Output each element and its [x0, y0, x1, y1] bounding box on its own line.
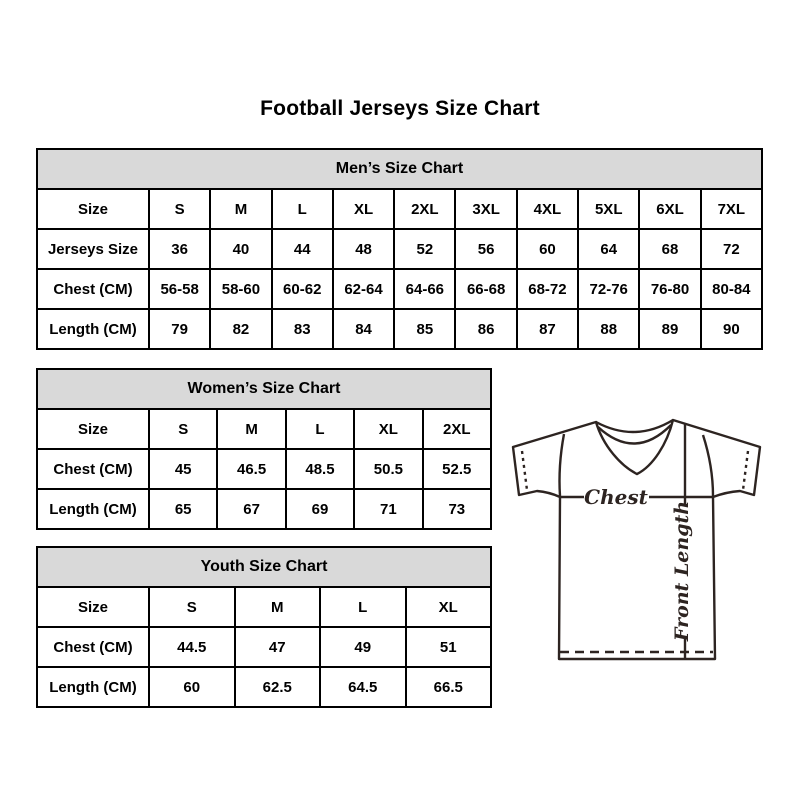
value-cell: 67 [217, 489, 285, 529]
value-cell: 51 [406, 627, 492, 667]
value-cell: 66.5 [406, 667, 492, 707]
value-cell: S [149, 189, 210, 229]
womens-size-chart-table [36, 368, 492, 530]
row-label-cell: Size [37, 409, 149, 449]
value-cell: L [272, 189, 333, 229]
value-cell: 82 [210, 309, 271, 349]
value-cell: 49 [320, 627, 406, 667]
value-cell: 64-66 [394, 269, 455, 309]
value-cell: 73 [423, 489, 491, 529]
row-label-cell: Chest (CM) [37, 449, 149, 489]
value-cell: 7XL [701, 189, 762, 229]
value-cell: 6XL [639, 189, 700, 229]
value-cell: M [217, 409, 285, 449]
table-row [37, 449, 491, 489]
value-cell: 56 [455, 229, 516, 269]
value-cell: 44.5 [149, 627, 235, 667]
table-title-row [37, 149, 762, 189]
value-cell: 4XL [517, 189, 578, 229]
value-cell: 52.5 [423, 449, 491, 489]
value-cell: 44 [272, 229, 333, 269]
value-cell: 62-64 [333, 269, 394, 309]
value-cell: M [235, 587, 321, 627]
value-cell: 69 [286, 489, 354, 529]
value-cell: 80-84 [701, 269, 762, 309]
collar-back-curve [596, 420, 673, 432]
value-cell: 85 [394, 309, 455, 349]
value-cell: 3XL [455, 189, 516, 229]
table-row [37, 587, 491, 627]
value-cell: 86 [455, 309, 516, 349]
value-cell: 83 [272, 309, 333, 349]
youth-table-title: Youth Size Chart [37, 547, 491, 587]
table-title-row [37, 369, 491, 409]
value-cell: 65 [149, 489, 217, 529]
value-cell: S [149, 587, 235, 627]
value-cell: L [286, 409, 354, 449]
value-cell: 88 [578, 309, 639, 349]
value-cell: 36 [149, 229, 210, 269]
table-row [37, 269, 762, 309]
value-cell: 68 [639, 229, 700, 269]
value-cell: 64 [578, 229, 639, 269]
row-label-cell: Chest (CM) [37, 627, 149, 667]
value-cell: 72-76 [578, 269, 639, 309]
page-title: Football Jerseys Size Chart [260, 97, 540, 120]
value-cell: 2XL [394, 189, 455, 229]
row-label-cell: Length (CM) [37, 309, 149, 349]
value-cell: 48.5 [286, 449, 354, 489]
value-cell: L [320, 587, 406, 627]
table-row [37, 489, 491, 529]
row-label-cell: Size [37, 587, 149, 627]
value-cell: 66-68 [455, 269, 516, 309]
table-row [37, 627, 491, 667]
table-row [37, 667, 491, 707]
table-row [37, 409, 491, 449]
value-cell: 58-60 [210, 269, 271, 309]
value-cell: M [210, 189, 271, 229]
value-cell: 46.5 [217, 449, 285, 489]
row-label-cell: Length (CM) [37, 489, 149, 529]
mens-table-title: Men’s Size Chart [37, 149, 762, 189]
youth-size-chart-table [36, 546, 492, 708]
value-cell: XL [354, 409, 422, 449]
value-cell: 71 [354, 489, 422, 529]
value-cell: 52 [394, 229, 455, 269]
mens-size-chart-table [36, 148, 763, 350]
value-cell: 89 [639, 309, 700, 349]
value-cell: 40 [210, 229, 271, 269]
jersey-measurement-diagram [507, 414, 765, 662]
table-title-row [37, 547, 491, 587]
value-cell: 2XL [423, 409, 491, 449]
value-cell: 79 [149, 309, 210, 349]
value-cell: 47 [235, 627, 321, 667]
value-cell: 64.5 [320, 667, 406, 707]
table-row [37, 189, 762, 229]
value-cell: XL [406, 587, 492, 627]
value-cell: 48 [333, 229, 394, 269]
value-cell: 62.5 [235, 667, 321, 707]
table-row [37, 309, 762, 349]
value-cell: 60 [517, 229, 578, 269]
jersey-outline [513, 420, 760, 659]
value-cell: 56-58 [149, 269, 210, 309]
chest-label: Chest [584, 485, 648, 509]
row-label-cell: Jerseys Size [37, 229, 149, 269]
row-label-cell: Chest (CM) [37, 269, 149, 309]
front-length-label: Front Length [671, 500, 693, 642]
value-cell: 76-80 [639, 269, 700, 309]
value-cell: 45 [149, 449, 217, 489]
value-cell: 90 [701, 309, 762, 349]
row-label-cell: Size [37, 189, 149, 229]
value-cell: 72 [701, 229, 762, 269]
value-cell: S [149, 409, 217, 449]
womens-table-title: Women’s Size Chart [37, 369, 491, 409]
value-cell: XL [333, 189, 394, 229]
value-cell: 84 [333, 309, 394, 349]
value-cell: 60-62 [272, 269, 333, 309]
value-cell: 5XL [578, 189, 639, 229]
table-row [37, 229, 762, 269]
value-cell: 50.5 [354, 449, 422, 489]
row-label-cell: Length (CM) [37, 667, 149, 707]
value-cell: 68-72 [517, 269, 578, 309]
value-cell: 60 [149, 667, 235, 707]
value-cell: 87 [517, 309, 578, 349]
